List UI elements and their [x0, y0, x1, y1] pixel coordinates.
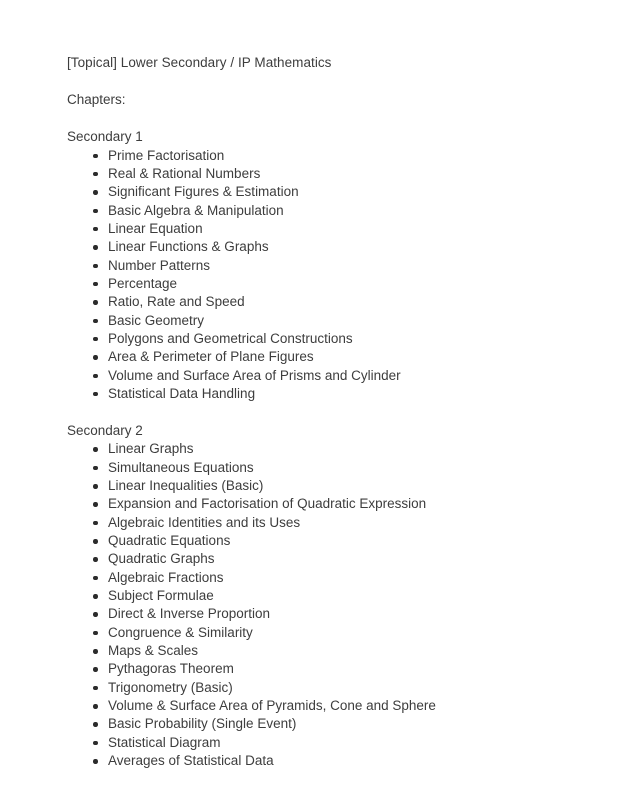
list-item-label: Linear Functions & Graphs: [108, 239, 269, 255]
bullet-dot-icon: [93, 576, 98, 581]
list-item: [67, 348, 578, 366]
section-spacer: [67, 403, 578, 422]
list-item: [67, 660, 578, 678]
bullet-dot-icon: [93, 484, 98, 489]
list-item: [67, 147, 578, 165]
list-item-label: Linear Inequalities (Basic): [108, 478, 264, 493]
list-item: [67, 385, 578, 403]
list-item-label: Real & Rational Numbers: [108, 165, 261, 181]
list-item-label: Significant Figures & Estimation: [108, 184, 299, 200]
list-item: [67, 257, 578, 275]
list-item: [67, 202, 578, 220]
bullet-dot-icon: [93, 300, 98, 305]
list-item-label: Linear Equation: [108, 220, 203, 236]
list-item: [67, 569, 578, 587]
bullet-dot-icon: [93, 319, 98, 324]
bullet-dot-icon: [93, 355, 98, 360]
bullet-dot-icon: [93, 686, 98, 691]
bullet-dot-icon: [93, 337, 98, 342]
bullet-dot-icon: [93, 190, 98, 195]
list-item: [67, 734, 578, 752]
list-item: [67, 477, 578, 495]
list-item: [67, 679, 578, 697]
title-spacer: [67, 73, 578, 92]
section-heading-secondary-1: Secondary 1: [67, 129, 143, 144]
list-item-label: Percentage: [108, 275, 178, 291]
list-item-label: Trigonometry (Basic): [108, 679, 233, 695]
list-item-label: Statistical Diagram: [108, 734, 221, 750]
bullet-dot-icon: [93, 392, 98, 397]
bullet-dot-icon: [93, 374, 98, 379]
chapter-list-secondary-2: [67, 440, 578, 770]
list-item: [67, 532, 578, 550]
list-item: [67, 293, 578, 311]
list-item: [67, 367, 578, 385]
list-item: [67, 624, 578, 642]
list-item-label: Basic Geometry: [108, 312, 205, 328]
list-item-label: Algebraic Identities and its Uses: [108, 514, 301, 530]
list-item-label: Quadratic Graphs: [108, 551, 215, 567]
page-title: [Topical] Lower Secondary / IP Mathematics: [67, 55, 332, 70]
bullet-dot-icon: [93, 264, 98, 269]
list-item-label: Algebraic Fractions: [108, 569, 224, 585]
list-item-label: Averages of Statistical Data: [108, 753, 274, 769]
list-item: [67, 752, 578, 770]
list-item: [67, 220, 578, 238]
list-item: [67, 459, 578, 477]
list-item-label: Basic Algebra & Manipulation: [108, 202, 284, 218]
bullet-dot-icon: [93, 704, 98, 709]
list-item-label: Simultaneous Equations: [108, 459, 254, 475]
chapters-label: Chapters:: [67, 92, 126, 107]
list-item-label: Congruence & Similarity: [108, 624, 253, 640]
list-item: [67, 605, 578, 623]
list-item-label: Volume & Surface Area of Pyramids, Cone and Sphere: [108, 698, 436, 714]
bullet-dot-icon: [93, 722, 98, 727]
list-item: [67, 715, 578, 733]
bullet-dot-icon: [93, 227, 98, 232]
list-item: [67, 550, 578, 568]
list-item: [67, 697, 578, 715]
list-item: [67, 238, 578, 256]
list-item: [67, 587, 578, 605]
bullet-dot-icon: [93, 154, 98, 159]
bullet-dot-icon: [93, 667, 98, 672]
bullet-dot-icon: [93, 741, 98, 746]
list-item-label: Volume and Surface Area of Prisms and Cylinder: [108, 367, 401, 383]
list-item: [67, 514, 578, 532]
bullet-dot-icon: [93, 172, 98, 177]
bullet-dot-icon: [93, 282, 98, 287]
list-item-label: Expansion and Factorisation of Quadratic Expression: [108, 496, 427, 512]
list-item-label: Linear Graphs: [108, 441, 194, 457]
list-item-label: Subject Formulae: [108, 588, 214, 604]
bullet-dot-icon: [93, 557, 98, 562]
list-item: [67, 642, 578, 660]
list-item-label: Quadratic Equations: [108, 533, 231, 549]
bullet-dot-icon: [93, 466, 98, 471]
list-item: [67, 275, 578, 293]
list-item-label: Number Patterns: [108, 257, 211, 273]
section-heading-secondary-2: Secondary 2: [67, 422, 143, 438]
bullet-dot-icon: [93, 539, 98, 544]
chapter-list-secondary-1: [67, 147, 578, 404]
list-item-label: Area & Perimeter of Plane Figures: [108, 349, 314, 365]
section-secondary-2: [67, 422, 578, 771]
list-item: [67, 183, 578, 201]
list-item-label: Ratio, Rate and Speed: [108, 294, 245, 310]
bullet-dot-icon: [93, 612, 98, 617]
list-item-label: Prime Factorisation: [108, 147, 225, 163]
bullet-dot-icon: [93, 447, 98, 452]
list-item-label: Maps & Scales: [108, 643, 199, 659]
list-item: [67, 440, 578, 458]
list-item: [67, 330, 578, 348]
list-item-label: Pythagoras Theorem: [108, 661, 234, 677]
bullet-dot-icon: [93, 209, 98, 214]
bullet-dot-icon: [93, 759, 98, 764]
bullet-dot-icon: [93, 502, 98, 507]
bullet-dot-icon: [93, 631, 98, 636]
list-item-label: Direct & Inverse Proportion: [108, 606, 271, 622]
list-item-label: Statistical Data Handling: [108, 385, 256, 401]
list-item: [67, 495, 578, 513]
chapters-spacer: [67, 110, 578, 129]
bullet-dot-icon: [93, 245, 98, 250]
list-item-label: Basic Probability (Single Event): [108, 716, 297, 732]
list-item: [67, 165, 578, 183]
list-item: [67, 312, 578, 330]
bullet-dot-icon: [93, 649, 98, 654]
bullet-dot-icon: [93, 521, 98, 526]
bullet-dot-icon: [93, 594, 98, 599]
section-secondary-1: [67, 128, 578, 403]
list-item-label: Polygons and Geometrical Constructions: [108, 330, 353, 346]
